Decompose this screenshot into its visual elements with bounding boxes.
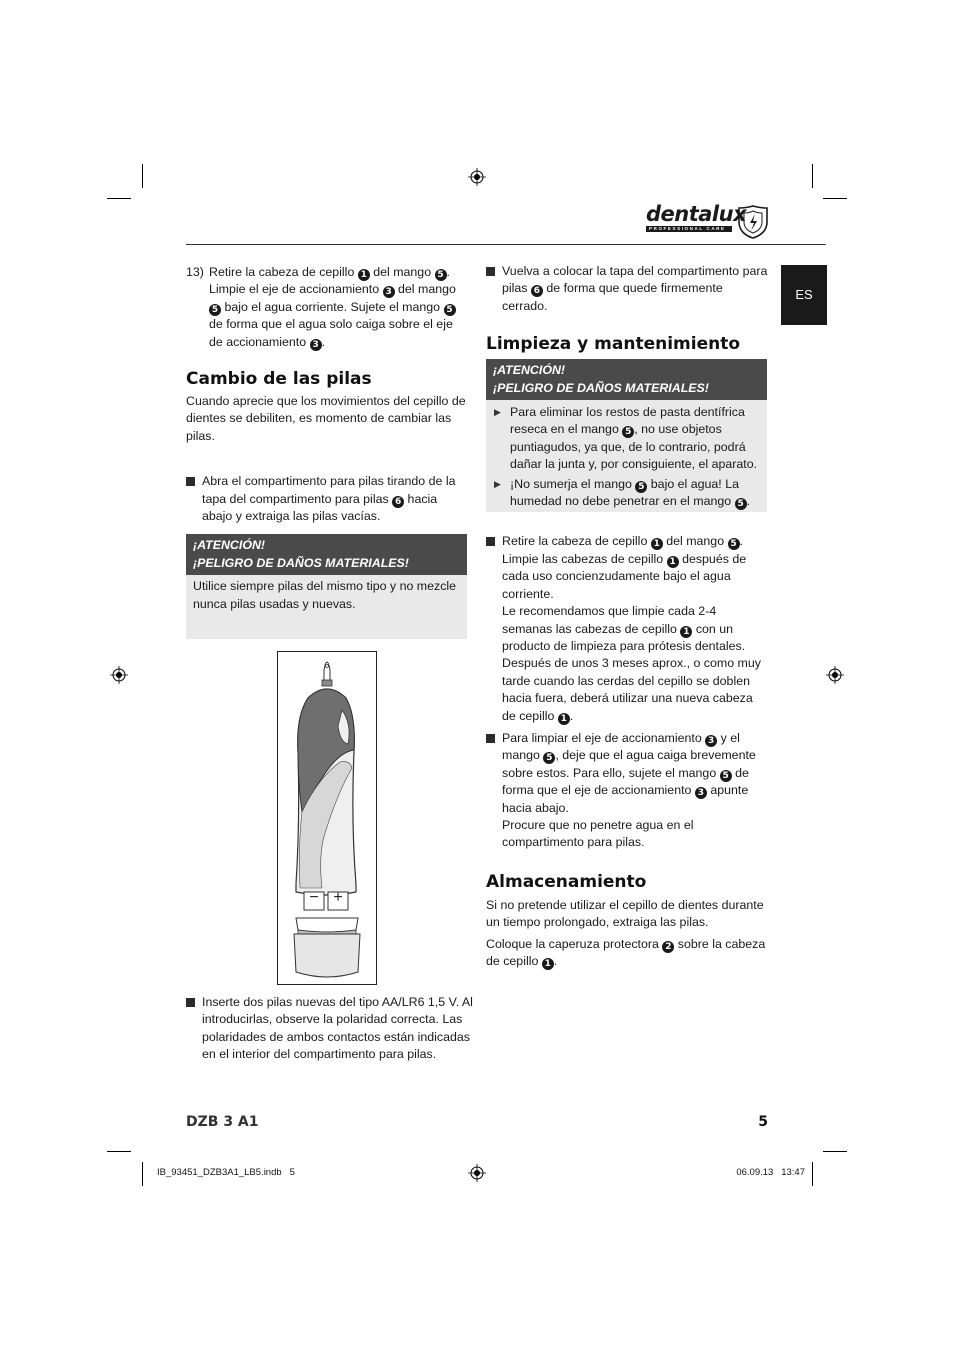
marker-icon: 1 (542, 958, 554, 970)
marker-icon: 5 (720, 770, 732, 782)
registration-mark-icon (826, 666, 844, 684)
marker-icon: 5 (444, 304, 456, 316)
model-number: DZB 3 A1 (186, 1114, 259, 1130)
marker-icon: 3 (383, 286, 395, 298)
storage-paragraph-cap: Coloque la caperuza protectora 2 sobre la cabeza de cepillo 1 . (486, 936, 766, 969)
arrow-right-icon: ▶ (494, 478, 501, 489)
shield-logo-icon (736, 204, 770, 240)
marker-icon: 1 (558, 713, 570, 725)
marker-icon: 5 (543, 752, 555, 764)
section-title-storage: Almacenamiento (486, 871, 647, 892)
warning-header: ¡ATENCIÓN! ¡PELIGRO DE DAÑOS MATERIALES! (186, 534, 467, 575)
marker-icon: 3 (705, 735, 717, 747)
marker-icon: 5 (735, 498, 747, 510)
bullet-insert-batteries: Inserte dos pilas nuevas del tipo AA/LR6 1,5 V. Al introducirlas, observe la polaridad correcta. Las polaridades de ambos contactos están indicadas en el interior del compartimento para pilas. (186, 994, 482, 1064)
marker-icon: 1 (651, 538, 663, 550)
arrow-right-icon: ▶ (494, 407, 501, 418)
step-number: 13) (186, 265, 204, 279)
brand-tagline: PROFESSIONAL CARE (646, 226, 732, 232)
marker-icon: 2 (662, 941, 674, 953)
battery-intro: Cuando aprecie que los movimientos del cepillo de dientes se debiliten, es momento de cambiar las pilas. (186, 394, 466, 443)
section-title-battery: Cambio de las pilas (186, 369, 372, 390)
warning-header: ¡ATENCIÓN! ¡PELIGRO DE DAÑOS MATERIALES! (486, 359, 767, 400)
brand-logo (646, 203, 746, 232)
bullet-open-compartment: Abra el compartimento para pilas tirando de la tapa del compartimento para pilas 6 hacia abajo y extraiga las pilas vacías. (186, 473, 468, 525)
warning-item: ▶ ¡No sumerja el mango 5 bajo el agua! La humedad no debe penetrar en el mango 5 . (494, 476, 751, 510)
warning-body: Utilice siempre pilas del mismo tipo y no mezcle nunca pilas usadas y nuevas. (186, 575, 467, 639)
registration-mark-icon (110, 666, 128, 684)
brand-name: dentalux (646, 202, 747, 226)
bullet-clean-heads: Retire la cabeza de cepillo 1 del mango 5 . Limpie las cabezas de cepillo 1 después de cada uso concienzudamente bajo el agua corriente. Le recomendamos que limpie cada 2-4 semanas las cabezas de cepillo 1 con un producto de limpieza para prótesis dentales. Después de unos 3 meses aprox., o como muy tarde cuando las cerdas del cepillo se doblen hacia fuera, deberá utilizar una nueva cabeza de cepillo 1 . (486, 533, 768, 724)
page-number: 5 (758, 1114, 768, 1130)
marker-icon: 5 (635, 481, 647, 493)
bullet-square-icon (186, 998, 195, 1007)
bullet-square-icon (486, 267, 495, 276)
bullet-clean-axis: Para limpiar el eje de accionamiento 3 y el mango 5 , deje que el agua caiga brevemente sobre estos. Para ello, sujete el mango 5 de forma que el eje de accionamiento 3 apunte hacia abajo. Procure que no penetre agua en el compartimento para pilas. (486, 730, 768, 852)
crop-mark (812, 1162, 813, 1186)
section-title-cleaning: Limpieza y mantenimiento (486, 334, 741, 355)
marker-icon: 3 (695, 787, 707, 799)
marker-icon: 1 (667, 556, 679, 568)
crop-mark (142, 1162, 143, 1186)
crop-mark (107, 1151, 131, 1152)
warning-item: ▶ Para eliminar los restos de pasta dentífrica reseca en el mango 5 , no use objetos puntiagudos, ya que, de lo contrario, podrá dañar la junta y, por consiguiente, el aparato. (494, 405, 758, 472)
marker-icon: 5 (728, 538, 740, 550)
toothbrush-battery-illustration (278, 652, 376, 984)
file-name: IB_93451_DZB3A1_LB5.indb 5 (157, 1167, 295, 1178)
marker-icon: 1 (680, 626, 692, 638)
bullet-square-icon (486, 537, 495, 546)
left-column (186, 264, 468, 639)
bullet-square-icon (186, 477, 195, 486)
crop-mark (823, 198, 847, 199)
marker-icon: 5 (622, 426, 634, 438)
marker-icon: 5 (435, 269, 447, 281)
polarity-plus: + (333, 889, 343, 906)
polarity-minus: − (309, 889, 319, 906)
crop-mark (142, 164, 143, 188)
marker-icon: 3 (310, 339, 322, 351)
bullet-square-icon (486, 734, 495, 743)
warning-box-cleaning (486, 359, 767, 512)
warning-body (486, 400, 767, 512)
registration-mark-icon (468, 168, 486, 186)
marker-icon: 6 (531, 285, 543, 297)
marker-icon: 1 (358, 269, 370, 281)
crop-mark (107, 198, 131, 199)
print-date: 06.09.13 13:47 (736, 1167, 805, 1178)
crop-mark (823, 1151, 847, 1152)
language-tab: ES (781, 265, 827, 325)
warning-box-batteries (186, 534, 467, 639)
marker-icon: 6 (392, 496, 404, 508)
right-column (486, 263, 768, 970)
toothbrush-figure (277, 651, 377, 985)
header-rule (186, 244, 826, 245)
storage-paragraph: Si no pretende utilizar el cepillo de dientes durante un tiempo prolongado, extraiga las pilas. (486, 897, 764, 930)
crop-mark (812, 164, 813, 188)
marker-icon: 5 (209, 304, 221, 316)
registration-mark-icon (468, 1164, 486, 1182)
step-13: 13) Retire la cabeza de cepillo 1 del mango 5 . Limpie el eje de accionamiento 3 del mango 5 bajo el agua corriente. Sujete el mango 5 de forma que el agua solo caiga sobre el eje de accionamiento 3 . (186, 265, 456, 350)
bullet-close-compartment: Vuelva a colocar la tapa del compartimento para pilas 6 de forma que quede firmemente cerrado. (486, 263, 768, 315)
